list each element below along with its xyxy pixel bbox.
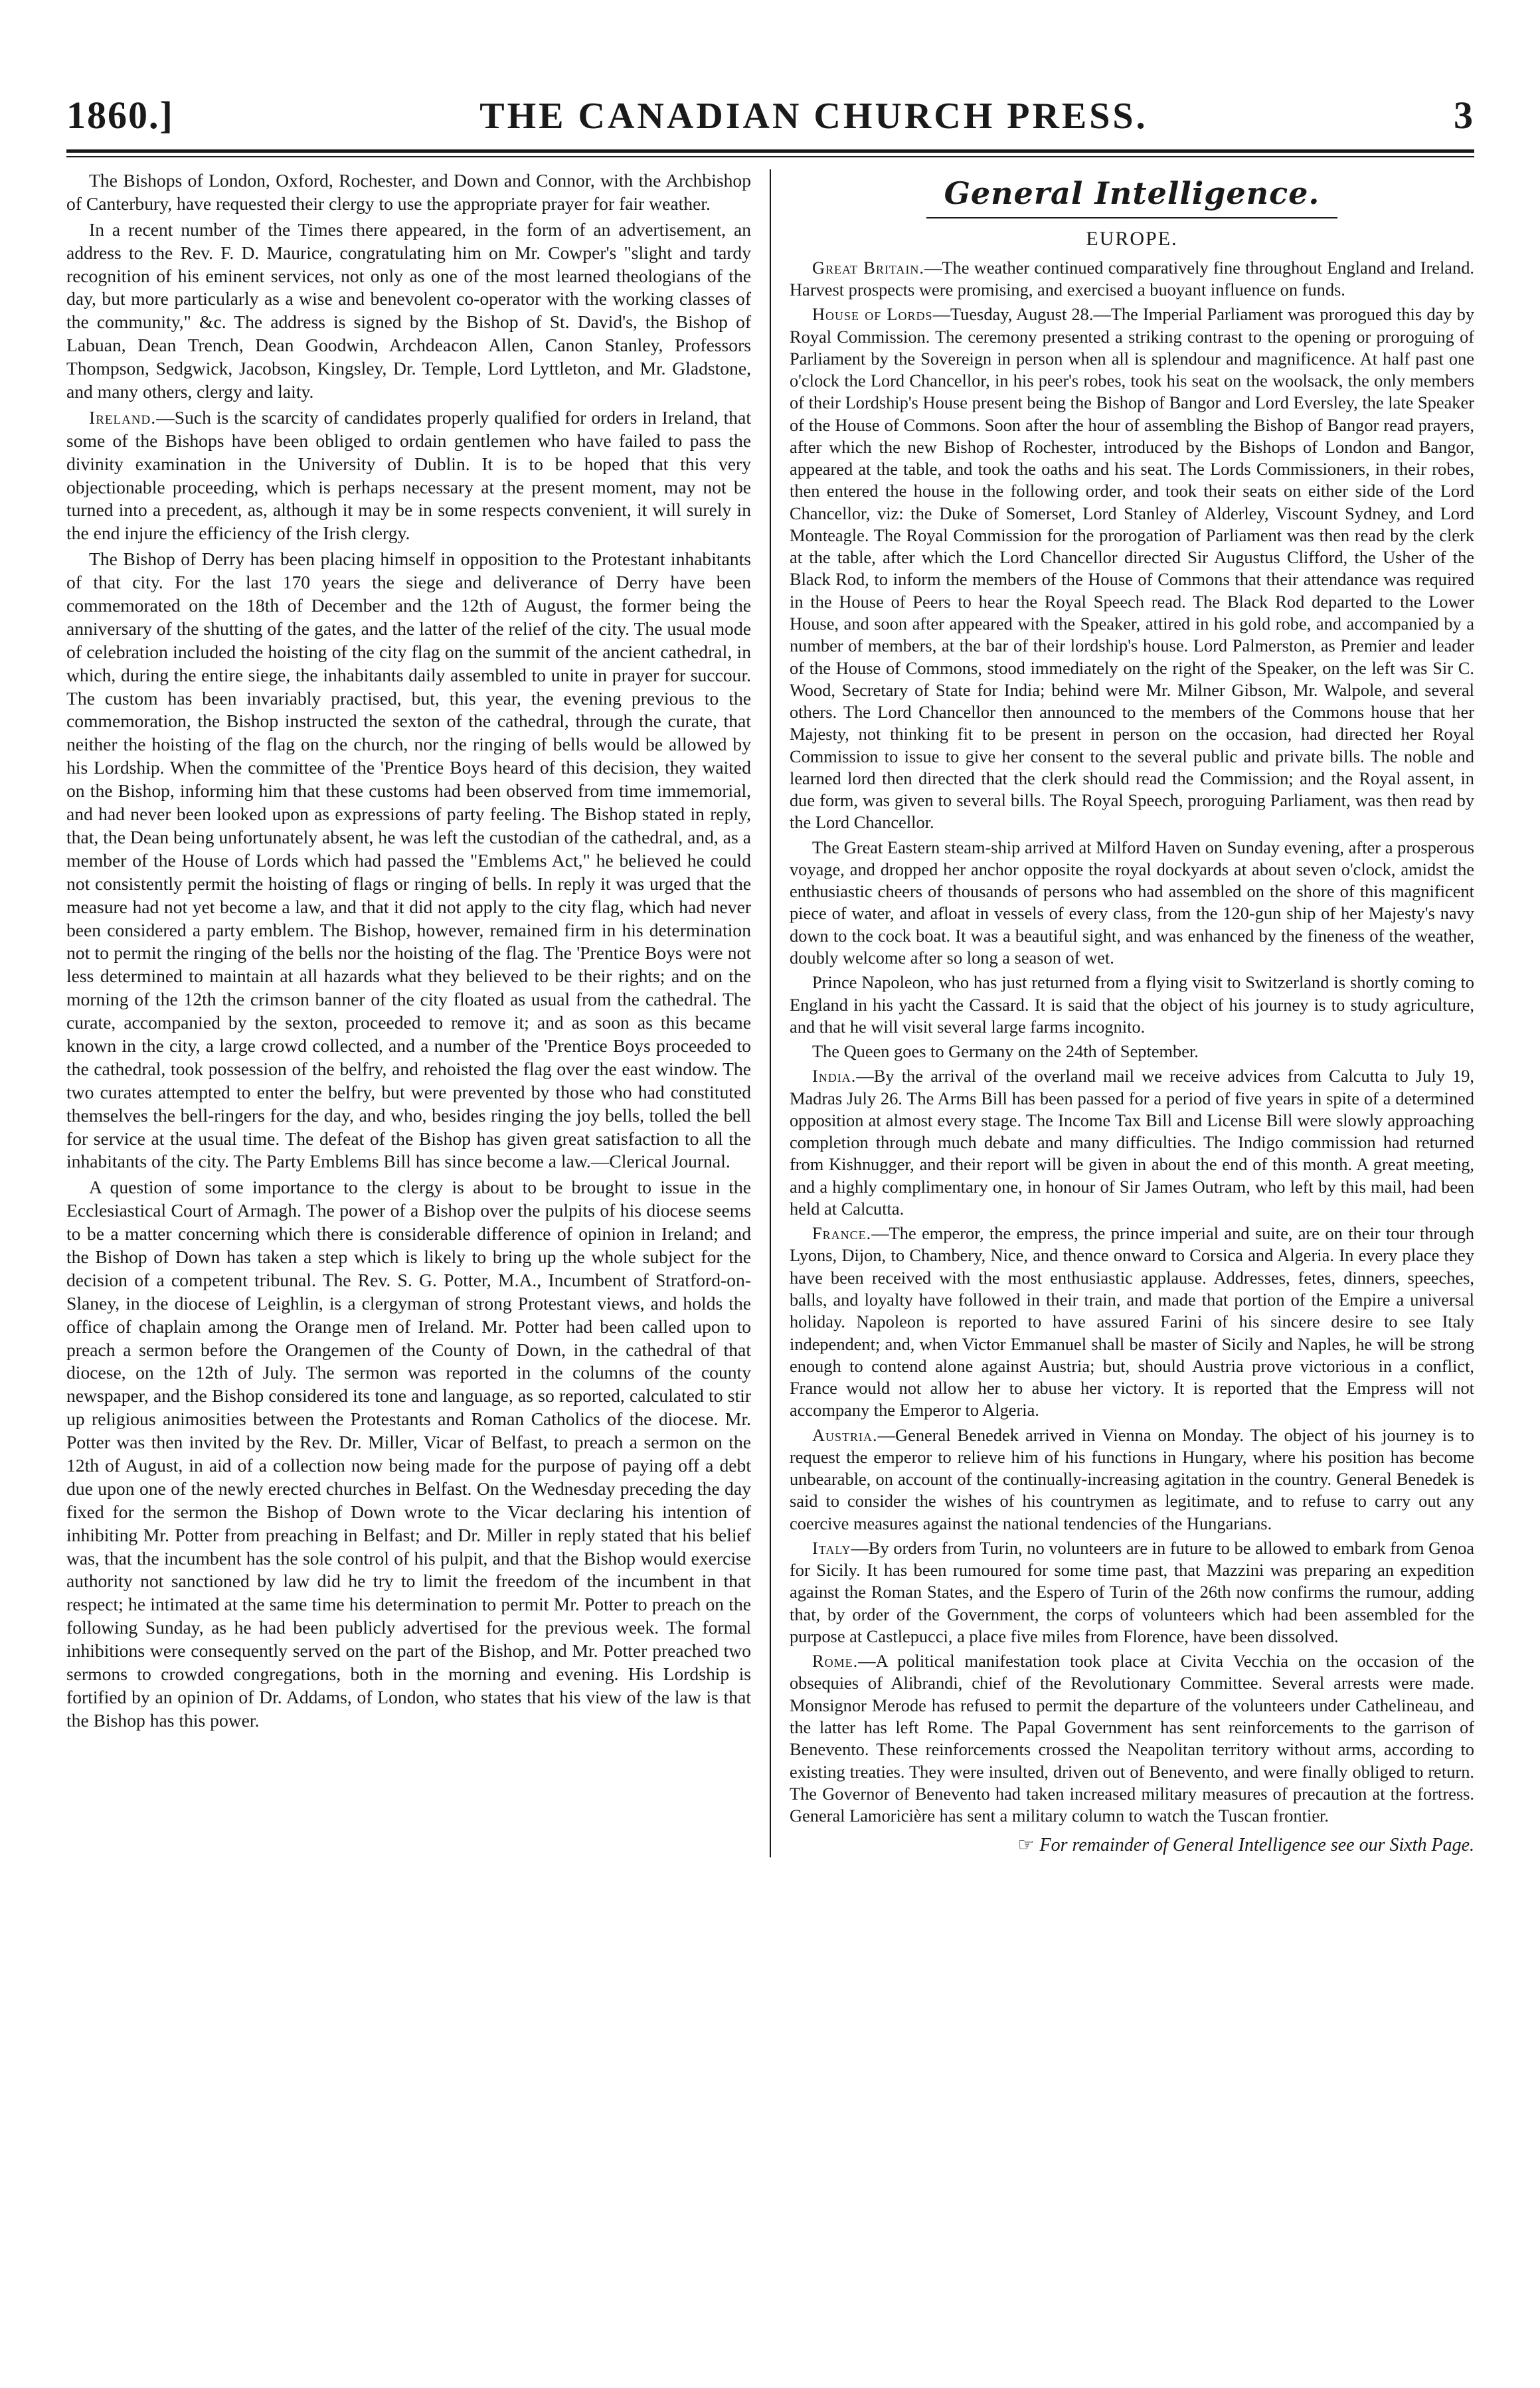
paragraph-lead: Italy — [812, 1537, 851, 1558]
article-columns — [66, 169, 1474, 1857]
paragraph-text: In a recent number of the Times there appeared, in the form of an advertisement, an address to the Rev. F. D. Maurice, congratulating him on Mr. Cowper's "slight and tardy recognition of his eminent services, not only as one of the most learned theologians of the day, but more particularly as a wise and benevolent co-operator with the working classes of the community," &c. The address is signed by the Bishop of St. David's, the Bishop of Labuan, Dean Trench, Dean Goodwin, Archdeacon Allen, Canon Stanley, Professors Thompson, Sedgwick, Jacobson, Kingsley, Dr. Temple, Lord Lyttleton, and Mr. Gladstone, and many others, clergy and laity. — [66, 218, 752, 402]
paragraph-lead: House of Lords — [812, 304, 933, 325]
paragraph-lead: India. — [812, 1066, 857, 1086]
header-year: 1860.] — [66, 94, 174, 137]
paragraph-lead: Rome. — [812, 1651, 859, 1671]
right-column — [790, 169, 1474, 1857]
article-paragraph — [790, 257, 1474, 301]
paragraph-text: —Tuesday, August 28.—The Imperial Parliament was prorogued this day by Royal Commission. The ceremony presented a striking contrast to the opening or proroguing of Parliament by the Sovereign in person when all is splendour and magnificence. At half past one o'clock the Lord Chancellor, in his peer's robes, took his seat on the woolsack, the only members of their Lordship's House present being the Bishop of Bangor and Lord Eversley, the late Speaker of the House of Commons. Soon after the hour of assembling the Bishop of Bangor read prayers, after which the new Bishop of Rochester, introduced by the Bishops of London and Bangor, appeared at the table, and took the oaths and his seat. The Lords Commissioners, in their robes, then entered the house in the following order, and took their seats on either side of the Lord Chancellor, viz: the Duke of Somerset, Lord Stanley of Alderley, Viscount Sydney, and Lord Monteagle. The Royal Commission for the prorogation of Parliament was then read by the clerk at the table, after which the Lord Chancellor directed Sir Augustus Clifford, the Usher of the Black Rod, to inform the members of the House of Commons that their attendance was required in the House of Peers to hear the Royal Speech read. The Black Rod departed to the Lower House, and soon after appeared with the Speaker, attired in his gold robe, and accompanied by a number of members, at the bar of their lordship's house. Lord Palmerston, as Premier and leader of the House of Commons, stood immediately on the right of the Speaker, on the left was Sir C. Wood, Secretary of State for India; behind were Mr. Milner Gibson, Mr. Walpole, and several others. The Lord Chancellor then announced to the members of the Commons house that her Majesty, not thinking fit to be present in person on the occasion, had directed her Royal Commission to issue to give her consent to the several public and private bills. The noble and learned lord then directed that the clerk should read the Commission; and the Royal assent, in due form, was given to several bills. The Royal Speech, proroguing Parliament, was then read by the Lord Chancellor. — [789, 304, 1474, 833]
paragraph-text: A question of some importance to the clergy is about to be brought to issue in the Ecclesiastical Court of Armagh. The power of a Bishop over the pulpits of his diocese seems to be a matter concerning which there is considerable difference of opinion in Ireland; and the Bishop of Down has taken a step which is likely to bring up the whole subject for the decision of a competent tribunal. The Rev. S. G. Potter, M.A., Incumbent of Stratford-on-Slaney, in the diocese of Leighlin, is a clergyman of strong Protestant views, and holds the office of chaplain among the Orange men of Ireland. Mr. Potter had been called upon to preach a sermon before the Orangemen of the County of Down, in the cathedral of that diocese, on the 12th of July. The sermon was reported in the columns of the county newspaper, and the Bishop considered its tone and language, as so reported, calculated to stir up religious animosities between the Protestants and Roman Catholics of the diocese. Mr. Potter was then invited by the Rev. Dr. Miller, Vicar of Belfast, to preach a sermon on the 12th of August, in aid of a collection now being made for the purpose of paying off a debt due upon one of the newly erected churches in Belfast. On the Wednesday preceding the day fixed for the sermon the Bishop of Down wrote to the Vicar declaring his intention of inhibiting Mr. Potter from preaching in Belfast; and Dr. Miller in reply stated that his belief was, that the incumbent has the sole control of his pulpit, and that the Bishop would exercise authority not sanctioned by law did he try to limit the freedom of the incumbent in that respect; he intimated at the same time his determination to permit Mr. Potter to preach on the following Sunday, as he had been publicly advertised for the previous week. The formal inhibitions were consequently served on the part of the Bishop, and Mr. Potter preached two sermons to crowded congregations, both in the morning and evening. His Lordship is fortified by an opinion of Dr. Addams, of London, who states that his view of the law is that the Bishop has this power. — [66, 1177, 752, 1731]
section-title: General Intelligence. — [944, 175, 1320, 211]
paragraph-text: The Queen goes to Germany on the 24th of September. — [812, 1041, 1199, 1062]
article-paragraph — [790, 303, 1474, 833]
article-paragraph — [66, 169, 751, 216]
column-divider — [770, 169, 771, 1857]
section-rule — [926, 217, 1337, 218]
page-number: 3 — [1454, 94, 1474, 137]
paragraph-text: —By the arrival of the overland mail we receive advices from Calcutta to July 19, Madras July 26. The Arms Bill has been passed for a period of five years in spite of a determined opposition at almost every stage. The Income Tax Bill and License Bill were slowly approaching completion through much debate and many difficulties. The Indigo commission had returned from Kishnugger, and their report will be given in about the end of this month. A great meeting, and a highly complimentary one, in honour of Sir James Outram, who left by this mail, had been held at Calcutta. — [789, 1066, 1474, 1219]
article-paragraph — [790, 972, 1474, 1038]
article-paragraph — [66, 218, 751, 404]
article-paragraph — [66, 1176, 751, 1732]
article-paragraph — [790, 837, 1474, 970]
paragraph-text: —Such is the scarcity of candidates properly qualified for orders in Ireland, that some of the Bishops have been obliged to ordain gentlemen who have failed to pass the divinity examination in the University of Dublin. It is to be hoped that this very objectionable proceeding, which is perhaps necessary at the present moment, may not be turned into a precedent, as, although it may be in some respects convenient, it will surely in the end injure the efficiency of the Irish clergy. — [66, 406, 752, 544]
article-paragraph — [66, 548, 751, 1173]
right-paragraphs — [790, 257, 1474, 1828]
continuation-text: For remainder of General Intelligence see our Sixth Page. — [1039, 1835, 1474, 1856]
paragraph-text: The Bishops of London, Oxford, Rochester, and Down and Connor, with the Archbishop of Canterbury, have requested their clergy to use the appropriate prayer for fair weather. — [66, 170, 752, 214]
paragraph-lead: Ireland. — [89, 406, 157, 428]
header-rule-thin — [66, 156, 1474, 157]
article-paragraph — [790, 1650, 1474, 1827]
region-subhead: EUROPE. — [1086, 227, 1178, 250]
page-header — [66, 93, 1474, 137]
masthead-title: THE CANADIAN CHURCH PRESS. — [479, 96, 1148, 137]
paragraph-text: —The emperor, the empress, the prince imperial and suite, are on their tour through Lyons, Dijon, to Chambery, Nice, and thence onward to Corsica and Algeria. In every place they have been received with the most enthusiastic applause. Addresses, fetes, dinners, speeches, balls, and loyalty have followed in their train, and made that portion of the Empire a universal holiday. Napoleon is reported to have assured Farini of his sincere desire to see Italy independent; and, when Victor Emmanuel shall be master of Sicily and Naples, he will be strong enough to contend alone against Austria; but, should Austria prove victorious in a conflict, France would not allow her to abuse her victory. It is reported that the Empress will not accompany the Emperor to Algeria. — [789, 1223, 1474, 1420]
paragraph-text: —General Benedek arrived in Vienna on Monday. The object of his journey is to request the emperor to relieve him of his functions in Hungary, where his position has become unbearable, on account of the continually-increasing agitation in the country. General Benedek is said to consider the wishes of his countrymen as legitimate, and to refuse to carry out any coercive measures against the national tendencies of the Hungarians. — [789, 1424, 1474, 1533]
article-paragraph — [790, 1041, 1474, 1063]
paragraph-text: The Bishop of Derry has been placing himself in opposition to the Protestant inhabitants of that city. For the last 170 years the siege and deliverance of Derry have been commemorated on the 18th of December and the 12th of August, the former being the anniversary of the shutting of the gates, and the latter of the relief of the city. The usual mode of celebration included the hoisting of the city flag on the summit of the ancient cathedral, in which, during the entire siege, the inhabitants daily assembled to unite in prayer for succour. The custom has been invariably practised, but, this year, the evening previous to the commemoration, the Bishop instructed the sexton of the cathedral, through the curate, that neither the hoisting of the flag on the church, nor the ringing of bells would be allowed by his Lordship. When the committee of the 'Prentice Boys heard of this decision, they waited on the Bishop, informing him that these customs had been observed from time immemorial, and had never been looked upon as expressions of party feeling. The Bishop stated in reply, that, the Dean being unfortunately absent, he was left the custodian of the cathedral, and, as a member of the House of Lords which had passed the "Emblems Act," he believed he could not consistently permit the hoisting of flags or ringing of bells. In reply it was urged that the measure had not yet become a law, and that it did not apply to the city flag, which had never been considered a party emblem. The Bishop, however, remained firm in his determination not to permit the ringing of the bells nor the hoisting of the flag. The 'Prentice Boys were not less determined to maintain at all hazards what they believed to be their rights; and on the morning of the 12th the crimson banner of the city floated as usual from the cathedral. The curate, accompanied by the sexton, proceeded to remove it; and as soon as this became known in the city, a large crowd collected, and a number of the 'Prentice Boys proceeded to the cathedral, took possession of the belfry, and rehoisted the flag over the east window. The two curates attempted to enter the belfry, but were prevented by those who had constituted themselves the bell-ringers for the day, and who, besides ringing the joy bells, tolled the bell for service at the usual time. The defeat of the Bishop has given great satisfaction to all the inhabitants of the city. The Party Emblems Bill has since become a law.—Clerical Journal. — [66, 549, 752, 1172]
paragraph-text: The Great Eastern steam-ship arrived at Milford Haven on Sunday evening, after a prosperous voyage, and dropped her anchor opposite the royal dockyards at about seven o'clock, amidst the enthusiastic cheers of thousands of persons who had assembled on the shore of this magnificent piece of water, and afloat in vessels of every class, from the 120-gun ship of her Majesty's navy down to the cock boat. It was a beautiful sight, and was enhanced by the fineness of the weather, doubly welcome after so long a season of wet. — [789, 837, 1474, 968]
pointing-hand-icon: ☞ — [1017, 1835, 1035, 1856]
article-paragraph — [790, 1537, 1474, 1648]
paragraph-lead: Austria. — [812, 1424, 878, 1445]
article-paragraph — [790, 1065, 1474, 1220]
left-column — [66, 169, 751, 1857]
paragraph-lead: France. — [812, 1223, 872, 1244]
continuation-note — [790, 1834, 1474, 1857]
article-paragraph — [790, 1223, 1474, 1421]
article-paragraph — [790, 1424, 1474, 1535]
article-paragraph — [66, 406, 751, 545]
paragraph-lead: Great Britain. — [812, 257, 925, 278]
newspaper-page — [66, 93, 1474, 1857]
paragraph-text: —The weather continued comparatively fine throughout England and Ireland. Harvest prospects were promising, and exercised a buoyant influence on funds. — [789, 257, 1474, 300]
header-rule-thick — [66, 149, 1474, 153]
paragraph-text: —A political manifestation took place at Civita Vecchia on the occasion of the obsequies of Alibrandi, chief of the Revolutionary Committee. Several arrests were made. Monsignor Merode has refused to permit the departure of the volunteers under Cathelineau, and the latter has left Rome. The Papal Government has sent reinforcements to the garrison of Benevento. These reinforcements crossed the Neapolitan territory without arms, according to existing treaties. They were insulted, driven out of Benevento, and were finally obliged to return. The Governor of Benevento had taken increased military measures of precaution at the fortress. General Lamoricière has sent a military column to watch the Tuscan frontier. — [789, 1651, 1474, 1826]
paragraph-text: —By orders from Turin, no volunteers are in future to be allowed to embark from Genoa for Sicily. It has been rumoured for some time past, that Mazzini was preparing an expedition against the Roman States, and the Espero of Turin of the 26th now confirms the rumour, adding that, by order of the Government, the corps of volunteers which had been assembled for the purpose at Castlepucci, a place five miles from Florence, have been dissolved. — [789, 1537, 1474, 1646]
paragraph-text: Prince Napoleon, who has just returned from a flying visit to Switzerland is shortly coming to England in his yacht the Cassard. It is said that the object of his journey is to study agriculture, and that he will visit several large farms incognito. — [789, 972, 1474, 1037]
